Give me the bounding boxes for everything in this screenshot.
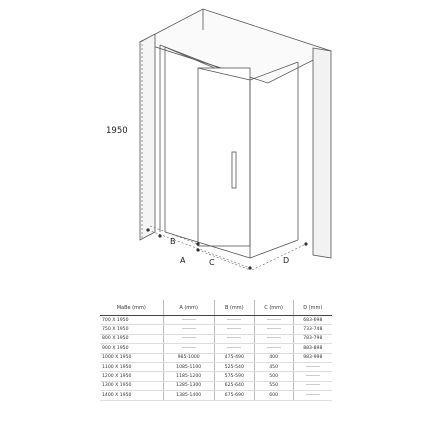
cell-size: 700 X 1950 <box>100 316 163 325</box>
header-size: MaBe (mm) <box>100 300 163 316</box>
dimension-a-label: A <box>180 256 186 265</box>
cell-size: 1100 X 1950 <box>100 362 163 371</box>
cell-b <box>214 325 254 334</box>
empty-cell-line <box>306 394 320 395</box>
cell-a: 985-1000 <box>163 353 214 362</box>
empty-cell-line <box>306 366 320 367</box>
empty-cell-line <box>227 337 241 338</box>
size-spec-table <box>100 300 332 401</box>
table-header-row <box>100 300 332 316</box>
cell-a: 1385-1400 <box>163 391 214 400</box>
table-row <box>100 316 332 325</box>
height-label: 1950 <box>106 126 128 136</box>
table-row <box>100 334 332 343</box>
cell-a: 1285-1300 <box>163 381 214 390</box>
cell-size: 1000 X 1950 <box>100 353 163 362</box>
cell-a <box>163 344 214 353</box>
cell-size: 1400 X 1950 <box>100 391 163 400</box>
dimension-c-label: C <box>209 258 215 267</box>
table-row <box>100 391 332 400</box>
cell-size: 750 X 1950 <box>100 325 163 334</box>
table-row <box>100 344 332 353</box>
cell-d <box>293 391 332 400</box>
cell-c <box>254 344 293 353</box>
empty-cell-line <box>227 319 241 320</box>
cell-b: 575-590 <box>214 372 254 381</box>
cell-a: 1085-1100 <box>163 362 214 371</box>
sliding-door <box>198 68 250 246</box>
header-c: C (mm) <box>254 300 293 316</box>
empty-cell-line <box>227 347 241 348</box>
cell-a: 1185-1200 <box>163 372 214 381</box>
empty-cell-line <box>182 319 196 320</box>
dim-line-d <box>252 244 306 270</box>
cell-c: 600 <box>254 391 293 400</box>
door-handle <box>232 152 236 188</box>
cell-c: 550 <box>254 381 293 390</box>
cell-d: 883-898 <box>293 344 332 353</box>
empty-cell-line <box>306 375 320 376</box>
cell-a <box>163 325 214 334</box>
empty-cell-line <box>182 347 196 348</box>
header-a: A (mm) <box>163 300 214 316</box>
dimension-d-label: D <box>283 256 290 265</box>
header-d: D (mm) <box>293 300 332 316</box>
cell-d: 683-698 <box>293 316 332 325</box>
cell-b: 525-540 <box>214 362 254 371</box>
cell-b <box>214 316 254 325</box>
empty-cell-line <box>267 319 281 320</box>
empty-cell-line <box>182 328 196 329</box>
cell-d <box>293 372 332 381</box>
empty-cell-line <box>182 337 196 338</box>
cell-c: 450 <box>254 362 293 371</box>
empty-cell-line <box>267 328 281 329</box>
cell-c <box>254 316 293 325</box>
empty-cell-line <box>267 347 281 348</box>
cell-c <box>254 334 293 343</box>
cell-d: 783-798 <box>293 334 332 343</box>
table-row <box>100 353 332 362</box>
table-row <box>100 362 332 371</box>
cell-size: 1200 X 1950 <box>100 372 163 381</box>
cell-d: 733-748 <box>293 325 332 334</box>
cell-c: 400 <box>254 353 293 362</box>
dimension-b-label: B <box>170 237 176 246</box>
cell-b: 625-640 <box>214 381 254 390</box>
cell-size: 800 X 1950 <box>100 334 163 343</box>
empty-cell-line <box>227 328 241 329</box>
cell-c: 500 <box>254 372 293 381</box>
cell-size: 900 X 1950 <box>100 344 163 353</box>
cell-b <box>214 344 254 353</box>
table-row <box>100 372 332 381</box>
empty-cell-line <box>306 384 320 385</box>
right-wall <box>313 48 331 258</box>
cell-a <box>163 316 214 325</box>
header-b: B (mm) <box>214 300 254 316</box>
cell-d <box>293 362 332 371</box>
cell-a <box>163 334 214 343</box>
dim-line-c <box>198 250 250 270</box>
cell-b <box>214 334 254 343</box>
cell-d <box>293 381 332 390</box>
cell-size: 1300 X 1950 <box>100 381 163 390</box>
table-row <box>100 325 332 334</box>
cell-c <box>254 325 293 334</box>
cell-d: 983-998 <box>293 353 332 362</box>
cell-b: 475-490 <box>214 353 254 362</box>
cell-b: 675-690 <box>214 391 254 400</box>
empty-cell-line <box>267 337 281 338</box>
table-row <box>100 381 332 390</box>
